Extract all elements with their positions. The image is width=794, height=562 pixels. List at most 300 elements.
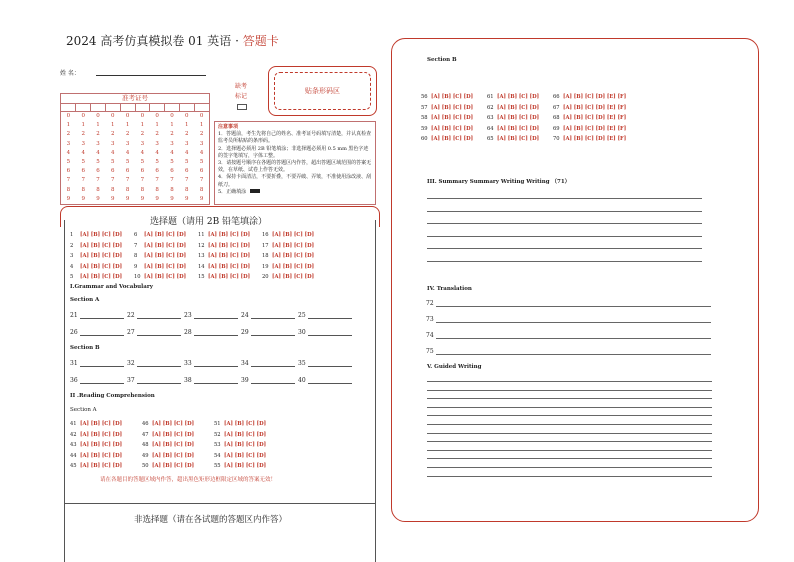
digit-bubble[interactable]: 5: [199, 159, 204, 166]
page-title: [66, 32, 279, 49]
digit-bubble[interactable]: 6: [125, 168, 130, 175]
digit-bubble[interactable]: 0: [96, 113, 100, 119]
answer-options[interactable]: [A] [B] [C] [D]: [80, 274, 123, 280]
translation-title: IV. Translation: [427, 286, 472, 292]
writing-line[interactable]: [427, 458, 712, 459]
translation-row: [426, 348, 711, 355]
answer-options[interactable]: [A] [B] [C] [D]: [431, 136, 474, 142]
answer-options[interactable]: [A] [B] [C] [D]: [208, 263, 251, 270]
fill-blank: [298, 312, 355, 319]
blank-line[interactable]: [308, 329, 352, 336]
digit-bubble[interactable]: 2: [81, 131, 85, 138]
digit-bubble[interactable]: 5: [96, 159, 100, 166]
question-number: 27: [127, 329, 135, 336]
mc-item: [70, 463, 142, 474]
mc-row: [70, 264, 326, 275]
answer-options[interactable]: [A] [B] [C] [D]: [497, 94, 540, 100]
mc-row: [70, 442, 286, 453]
question-number: 3: [70, 253, 74, 259]
answer-options[interactable]: [A] [B] [C] [D]: [431, 104, 474, 111]
question-number: 2: [70, 242, 74, 249]
writing-line[interactable]: [427, 248, 702, 249]
digit-bubble[interactable]: 5: [81, 159, 85, 166]
answer-options[interactable]: [A] [B] [C] [D] [E] [F]: [563, 125, 627, 132]
digit-bubble[interactable]: 6: [199, 168, 204, 175]
absence-box[interactable]: [237, 104, 247, 110]
mc-grid-1-20: [70, 232, 326, 285]
writing-line[interactable]: [427, 407, 712, 408]
fill-blank: [127, 312, 184, 319]
digit-bubble[interactable]: 6: [96, 168, 100, 175]
filled-sample-mark: [250, 189, 260, 193]
digit-bubble[interactable]: 3: [96, 140, 100, 147]
digit-bubble[interactable]: 0: [155, 113, 159, 119]
answer-options[interactable]: [A] [B] [C] [D]: [80, 232, 123, 238]
answer-options[interactable]: [A] [B] [C] [D]: [80, 253, 123, 259]
digit-bubble[interactable]: 6: [170, 168, 174, 175]
answer-options[interactable]: [A] [B] [C] [D]: [497, 136, 540, 142]
mc-row: [70, 432, 286, 443]
mc-row: [421, 94, 643, 105]
mc-item: [421, 115, 487, 126]
question-number: 14: [198, 263, 205, 270]
mc-item: [214, 442, 286, 453]
fill-row: [70, 312, 355, 319]
writing-line[interactable]: [427, 398, 712, 399]
answer-options[interactable]: [A] [B] [C] [D]: [208, 242, 251, 249]
exam-number-grid: [60, 93, 210, 205]
mc-item: [487, 136, 553, 147]
mc-item: [70, 274, 134, 285]
writing-line[interactable]: [427, 415, 712, 416]
digit-bubble[interactable]: 3: [125, 140, 130, 147]
digit-bubble[interactable]: 8: [66, 186, 71, 193]
answer-options[interactable]: [A] [B] [C] [D]: [272, 242, 315, 249]
question-number: 64: [487, 125, 494, 132]
digit-bubble[interactable]: 2: [155, 131, 159, 138]
mc-item: [134, 253, 198, 264]
nonobjective-title: 非选择题（请在各试题的答题区内作答）: [134, 515, 288, 525]
digit-bubble[interactable]: 6: [111, 168, 115, 175]
question-number: 18: [262, 253, 269, 259]
digit-bubble[interactable]: 6: [185, 168, 189, 175]
right-sectionB-label: Section B: [427, 57, 457, 63]
digit-bubble[interactable]: 8: [125, 186, 130, 193]
digit-bubble[interactable]: 8: [199, 186, 204, 193]
digit-bubble[interactable]: 4: [185, 149, 189, 156]
sectionA-label: Section A: [70, 297, 100, 303]
question-number: 7: [134, 242, 138, 249]
answer-options[interactable]: [A] [B] [C] [D]: [224, 463, 267, 469]
digit-bubble[interactable]: 0: [199, 113, 204, 119]
writing-line[interactable]: [427, 381, 712, 382]
answer-options[interactable]: [A] [B] [C] [D]: [431, 94, 474, 100]
answer-options[interactable]: [A] [B] [C] [D] [E] [F]: [563, 94, 627, 100]
digit-bubble[interactable]: 3: [185, 140, 189, 147]
digit-bubble[interactable]: 3: [81, 140, 85, 147]
answer-options[interactable]: [A] [B] [C] [D]: [80, 431, 123, 438]
blank-line[interactable]: [80, 360, 124, 367]
writing-line[interactable]: [427, 223, 702, 224]
blank-line[interactable]: [80, 377, 124, 384]
blank-line[interactable]: [80, 312, 124, 319]
answer-options[interactable]: [A] [B] [C] [D]: [80, 242, 123, 249]
digit-bubble[interactable]: 7: [170, 177, 174, 184]
answer-options[interactable]: [A] [B] [C] [D]: [497, 125, 540, 132]
digit-bubble[interactable]: 9: [170, 195, 174, 202]
blank-line[interactable]: [251, 312, 295, 319]
answer-options[interactable]: [A] [B] [C] [D]: [224, 421, 267, 427]
digit-bubble[interactable]: 0: [125, 113, 130, 119]
translation-line[interactable]: [436, 348, 711, 355]
blank-line[interactable]: [137, 329, 181, 336]
mc-item: [553, 126, 643, 137]
writing-line[interactable]: [427, 476, 712, 477]
digit-bubble[interactable]: 4: [199, 149, 204, 156]
exam-number-column: [105, 112, 120, 204]
digit-bubble[interactable]: 5: [125, 159, 130, 166]
mc-item: [70, 253, 134, 264]
digit-bubble[interactable]: 3: [170, 140, 174, 147]
digit-bubble[interactable]: 9: [66, 195, 71, 202]
digit-bubble[interactable]: 4: [96, 149, 100, 156]
digit-bubble[interactable]: 9: [111, 195, 115, 202]
digit-bubble[interactable]: 2: [125, 131, 130, 138]
blank-line[interactable]: [194, 360, 238, 367]
question-number: 13: [198, 253, 205, 259]
question-number: 26: [70, 329, 78, 336]
answer-options[interactable]: [A] [B] [C] [D]: [224, 452, 267, 459]
answer-options[interactable]: [A] [B] [C] [D]: [272, 274, 315, 280]
name-field[interactable]: [96, 75, 206, 76]
exam-number-column: [194, 112, 209, 204]
writing-line[interactable]: [427, 441, 712, 442]
fill-blank: [241, 329, 298, 336]
mc-item: [487, 105, 553, 116]
blank-line[interactable]: [194, 312, 238, 319]
digit-bubble[interactable]: 0: [66, 113, 71, 119]
answer-options[interactable]: [A] [B] [C] [D]: [144, 242, 187, 249]
digit-bubble[interactable]: 4: [170, 149, 174, 156]
digit-bubble[interactable]: 9: [155, 195, 159, 202]
part1-title: I.Grammar and Vocabulary: [70, 284, 153, 290]
digit-bubble[interactable]: 4: [125, 149, 130, 156]
digit-bubble[interactable]: 2: [199, 131, 204, 138]
digit-bubble[interactable]: 1: [111, 122, 115, 129]
question-number: 22: [127, 312, 135, 319]
answer-options[interactable]: [A] [B] [C] [D]: [152, 463, 195, 469]
digit-bubble[interactable]: 4: [111, 149, 115, 156]
question-number: 32: [127, 360, 135, 367]
answer-options[interactable]: [A] [B] [C] [D]: [144, 274, 187, 280]
absence-label-line: 标记: [234, 93, 247, 100]
answer-options[interactable]: [A] [B] [C] [D]: [144, 263, 187, 270]
mc-item: [134, 264, 198, 275]
digit-bubble[interactable]: 8: [185, 186, 189, 193]
digit-bubble[interactable]: 3: [199, 140, 204, 147]
answer-options[interactable]: [A] [B] [C] [D]: [80, 421, 123, 427]
digit-bubble[interactable]: 0: [185, 113, 189, 119]
fill-blank: [298, 377, 355, 384]
writing-line[interactable]: [427, 236, 702, 237]
digit-bubble[interactable]: 9: [199, 195, 204, 202]
question-number: 12: [198, 242, 205, 249]
blank-line[interactable]: [137, 377, 181, 384]
digit-bubble[interactable]: 4: [155, 149, 159, 156]
writing-line[interactable]: [427, 198, 702, 199]
digit-bubble[interactable]: 6: [155, 168, 159, 175]
digit-bubble[interactable]: 5: [155, 159, 159, 166]
question-number: 23: [184, 312, 192, 319]
digit-bubble[interactable]: 7: [199, 177, 204, 184]
blank-line[interactable]: [137, 360, 181, 367]
mc-item: [421, 94, 487, 105]
digit-bubble[interactable]: 6: [66, 168, 71, 175]
answer-options[interactable]: [A] [B] [C] [D]: [152, 431, 195, 438]
digit-bubble[interactable]: 4: [140, 149, 145, 156]
mc-item: [198, 274, 262, 285]
digit-bubble[interactable]: 7: [81, 177, 85, 184]
question-number: 54: [214, 452, 221, 459]
digit-bubble[interactable]: 7: [125, 177, 130, 184]
fill-row: [70, 329, 355, 336]
blank-line[interactable]: [137, 312, 181, 319]
mc-item: [70, 232, 134, 243]
translation-row: [426, 332, 711, 339]
blank-line[interactable]: [251, 360, 295, 367]
blank-line[interactable]: [194, 377, 238, 384]
answer-options[interactable]: [A] [B] [C] [D]: [431, 115, 474, 121]
digit-bubble[interactable]: 9: [140, 195, 145, 202]
digit-bubble[interactable]: 1: [185, 122, 189, 129]
answer-options[interactable]: [A] [B] [C] [D] [E] [F]: [563, 115, 627, 121]
notes-item: 3．请按题号顺序在各题的答题区内作答，超出答题区域范围的答案无效，在草纸、试卷上作答无效。: [218, 160, 372, 174]
question-number: 62: [487, 104, 494, 111]
answer-options[interactable]: [A] [B] [C] [D]: [272, 263, 315, 270]
mc-item: [214, 432, 286, 443]
translation-line[interactable]: [436, 332, 711, 339]
digit-bubble[interactable]: 5: [66, 159, 71, 166]
question-number: 19: [262, 263, 269, 270]
mc-row: [70, 421, 286, 432]
digit-bubble[interactable]: 9: [81, 195, 85, 202]
exam-number-column: [135, 112, 150, 204]
digit-bubble[interactable]: 5: [140, 159, 145, 166]
fill-blank: [70, 377, 127, 384]
question-number: 60: [421, 136, 428, 142]
notes-box: [214, 121, 376, 205]
digit-bubble[interactable]: 6: [140, 168, 145, 175]
writing-line[interactable]: [427, 467, 712, 468]
digit-bubble[interactable]: 8: [170, 186, 174, 193]
digit-bubble[interactable]: 0: [81, 113, 85, 119]
fill-row: [70, 377, 355, 384]
digit-bubble[interactable]: 7: [140, 177, 145, 184]
fill-blank: [127, 360, 184, 367]
digit-bubble[interactable]: 8: [81, 186, 85, 193]
fill-blank: [184, 377, 241, 384]
translation-line[interactable]: [436, 300, 711, 307]
question-number: 31: [70, 360, 78, 367]
mc-item: [198, 253, 262, 264]
digit-bubble[interactable]: 8: [111, 186, 115, 193]
question-number: 17: [262, 242, 269, 249]
answer-options[interactable]: [A] [B] [C] [D]: [144, 253, 187, 259]
exam-number-bubbles[interactable]: [61, 112, 209, 204]
digit-bubble[interactable]: 7: [185, 177, 189, 184]
digit-bubble[interactable]: 1: [96, 122, 100, 129]
writing-line[interactable]: [427, 390, 712, 391]
digit-bubble[interactable]: 2: [66, 131, 71, 138]
writing-line[interactable]: [427, 424, 712, 425]
answer-options[interactable]: [A] [B] [C] [D]: [152, 442, 195, 448]
answer-options[interactable]: [A] [B] [C] [D]: [80, 263, 123, 270]
reading-grid: [70, 421, 286, 474]
mc-item: [553, 115, 643, 126]
answer-options[interactable]: [A] [B] [C] [D]: [224, 431, 267, 438]
writing-line[interactable]: [427, 211, 702, 212]
answer-options[interactable]: [A] [B] [C] [D]: [80, 452, 123, 459]
answer-options[interactable]: [A] [B] [C] [D]: [152, 452, 195, 459]
objective-title: 选择题（请用 2B 铅笔填涂）: [150, 217, 268, 227]
digit-bubble[interactable]: 9: [125, 195, 130, 202]
digit-bubble[interactable]: 0: [140, 113, 145, 119]
digit-bubble[interactable]: 0: [170, 113, 174, 119]
digit-bubble[interactable]: 3: [140, 140, 145, 147]
answer-options[interactable]: [A] [B] [C] [D] [E] [F]: [563, 104, 627, 111]
translation-line[interactable]: [436, 316, 711, 323]
question-number: 20: [262, 274, 269, 280]
digit-bubble[interactable]: 3: [155, 140, 159, 147]
blank-line[interactable]: [251, 377, 295, 384]
digit-bubble[interactable]: 9: [185, 195, 189, 202]
question-number: 45: [70, 463, 77, 469]
mc-row: [421, 115, 643, 126]
writing-line[interactable]: [427, 261, 702, 262]
fill-blank: [70, 329, 127, 336]
question-number: 10: [134, 274, 141, 280]
answer-options[interactable]: [A] [B] [C] [D]: [80, 463, 123, 469]
notes-title: 注意事项: [218, 124, 239, 130]
digit-bubble[interactable]: 7: [155, 177, 159, 184]
answer-options[interactable]: [A] [B] [C] [D]: [224, 442, 267, 448]
writing-line[interactable]: [427, 433, 712, 434]
question-number: 58: [421, 115, 428, 121]
digit-bubble[interactable]: 0: [111, 113, 115, 119]
digit-bubble[interactable]: 7: [96, 177, 100, 184]
digit-bubble[interactable]: 1: [125, 122, 130, 129]
question-number: 28: [184, 329, 192, 336]
answer-options[interactable]: [A] [B] [C] [D]: [497, 115, 540, 121]
digit-bubble[interactable]: 8: [96, 186, 100, 193]
blank-line[interactable]: [194, 329, 238, 336]
digit-bubble[interactable]: 5: [170, 159, 174, 166]
digit-bubble[interactable]: 1: [155, 122, 159, 129]
answer-options[interactable]: [A] [B] [C] [D]: [144, 232, 187, 238]
answer-options[interactable]: [A] [B] [C] [D]: [272, 232, 315, 238]
digit-bubble[interactable]: 3: [66, 140, 71, 147]
answer-options[interactable]: [A] [B] [C] [D]: [208, 232, 251, 238]
answer-options[interactable]: [A] [B] [C] [D]: [152, 421, 195, 427]
question-number: 59: [421, 125, 428, 132]
question-number: 15: [198, 274, 205, 280]
exam-number-column: [120, 112, 135, 204]
blank-line[interactable]: [308, 377, 352, 384]
digit-bubble[interactable]: 1: [199, 122, 204, 129]
digit-bubble[interactable]: 2: [96, 131, 100, 138]
answer-options[interactable]: [A] [B] [C] [D]: [431, 125, 474, 132]
mc-row: [70, 274, 326, 285]
mc-item: [421, 126, 487, 137]
digit-bubble[interactable]: 1: [81, 122, 85, 129]
exam-number-write-cells[interactable]: [61, 103, 209, 112]
digit-bubble[interactable]: 1: [140, 122, 145, 129]
answer-options[interactable]: [A] [B] [C] [D]: [272, 253, 315, 259]
question-number: 1: [70, 232, 74, 238]
digit-bubble[interactable]: 2: [140, 131, 145, 138]
digit-bubble[interactable]: 6: [81, 168, 85, 175]
question-number: 44: [70, 452, 77, 459]
mc-item: [134, 232, 198, 243]
digit-bubble[interactable]: 2: [111, 131, 115, 138]
answer-options[interactable]: [A] [B] [C] [D]: [497, 104, 540, 111]
digit-bubble[interactable]: 5: [111, 159, 115, 166]
digit-bubble[interactable]: 9: [96, 195, 100, 202]
digit-bubble[interactable]: 1: [66, 122, 71, 129]
answer-options[interactable]: [A] [B] [C] [D]: [208, 253, 251, 259]
digit-bubble[interactable]: 2: [185, 131, 189, 138]
mc-item: [70, 421, 142, 432]
writing-line[interactable]: [427, 450, 712, 451]
question-number: 24: [241, 312, 249, 319]
blank-line[interactable]: [80, 329, 124, 336]
fill-blank: [127, 329, 184, 336]
question-number: 38: [184, 377, 192, 384]
fill-blank: [298, 360, 355, 367]
mc-item: [262, 243, 326, 254]
mc-item: [142, 453, 214, 464]
digit-bubble[interactable]: 3: [111, 140, 115, 147]
blank-line[interactable]: [251, 329, 295, 336]
digit-bubble[interactable]: 7: [111, 177, 115, 184]
question-number: 39: [241, 377, 249, 384]
answer-options[interactable]: [A] [B] [C] [D]: [80, 442, 123, 448]
question-number: 6: [134, 232, 138, 238]
question-number: 35: [298, 360, 306, 367]
question-number: 67: [553, 104, 560, 111]
digit-bubble[interactable]: 4: [66, 149, 71, 156]
mc-item: [553, 136, 643, 147]
mc-item: [134, 274, 198, 285]
absence-label: [228, 82, 254, 102]
blank-line[interactable]: [308, 360, 352, 367]
digit-bubble[interactable]: 2: [170, 131, 174, 138]
blank-line[interactable]: [308, 312, 352, 319]
digit-bubble[interactable]: 7: [66, 177, 71, 184]
digit-bubble[interactable]: 8: [155, 186, 159, 193]
fill-blank: [241, 360, 298, 367]
mc-row: [70, 253, 326, 264]
digit-bubble[interactable]: 1: [170, 122, 174, 129]
digit-bubble[interactable]: 5: [185, 159, 189, 166]
exam-number-column: [76, 112, 91, 204]
answer-options[interactable]: [A] [B] [C] [D] [E] [F]: [563, 136, 627, 142]
answer-options[interactable]: [A] [B] [C] [D]: [208, 274, 251, 280]
digit-bubble[interactable]: 8: [140, 186, 145, 193]
title-accent: 答题卡: [242, 34, 279, 48]
digit-bubble[interactable]: 4: [81, 149, 85, 156]
question-number: 57: [421, 104, 428, 111]
